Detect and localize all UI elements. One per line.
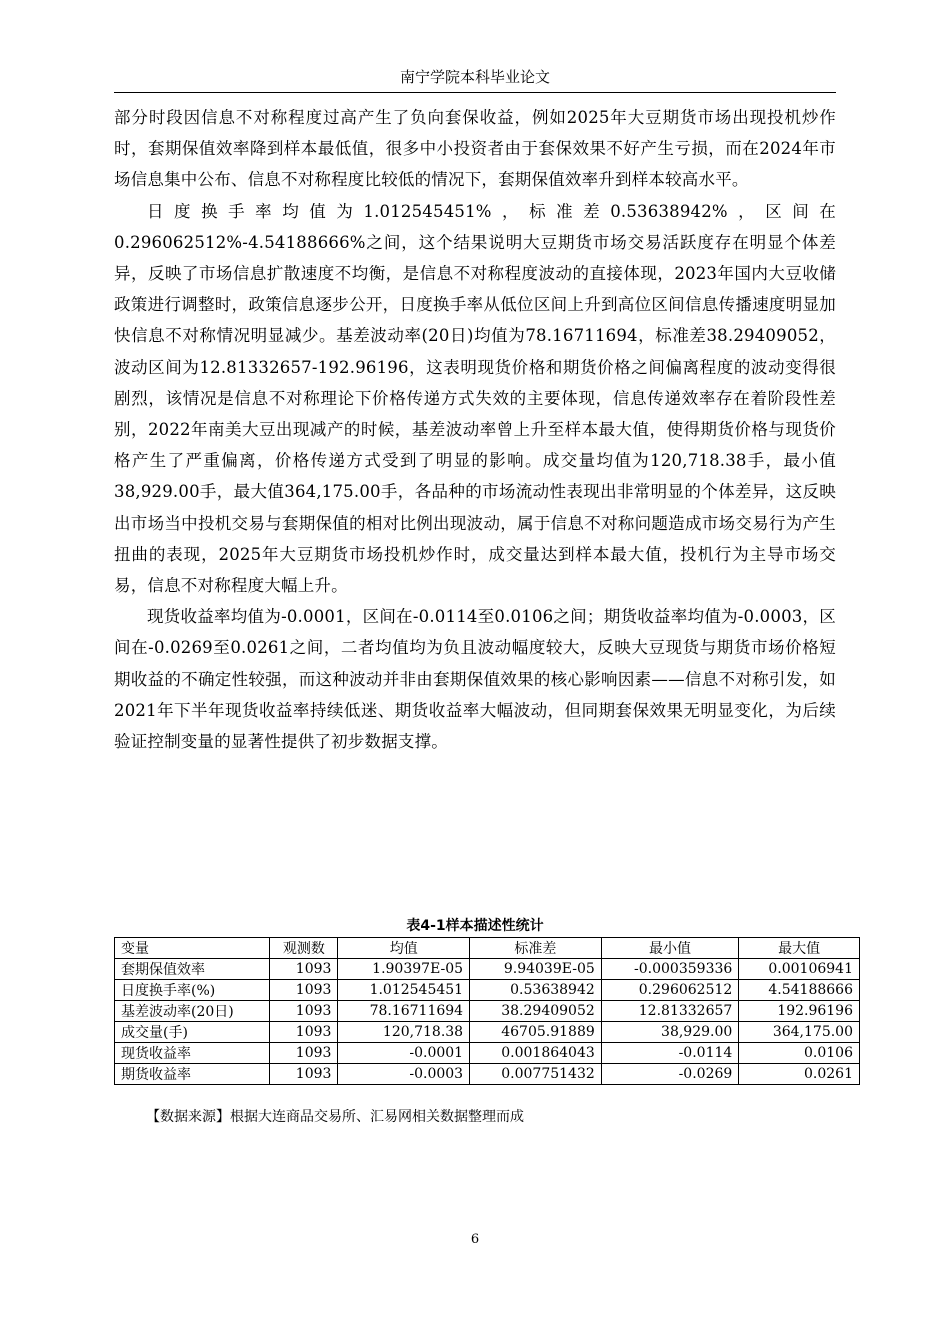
table-row — [115, 959, 860, 980]
header-mean: 均值 — [338, 938, 470, 959]
paragraph-2: 日度换手率均值为1.012545451%，标准差0.53638942%，区间在0.296062512%-4.54188666%之间，这个结果说明大豆期货市场交易活跃度存在明显个体差异，反映了市场信息扩散速度不均衡，是信息不对称程度波动的直接体现，2023年国内大豆收储政策进行调整时，政策信息逐步公开，日度换手率从低位区间上升到高位区间信息传播速度明显加快信息不对称情况明显减少。基差波动率(20日)均值为78.16711694，标准差38.29409052，波动区间为12.81332657-192.96196，这表明现货价格和期货价格之间偏离程度的波动变得很剧烈，该情况是信息不对称理论下价格传递方式失效的主要体现，信息传递效率存在着阶段性差别，2022年南美大豆出现减产的时候，基差波动率曾上升至样本最大值，使得期货价格与现货价格产生了严重偏离，价格传递方式受到了明显的影响。成交量均值为120,718.38手，最小值38,929.00手，最大值364,175.00手，各品种的市场流动性表现出非常明显的个体差异，这反映出市场当中投机交易与套期保值的相对比例出现波动，属于信息不对称问题造成市场交易行为产生扭曲的表现，2025年大豆期货市场投机炒作时，成交量达到样本最大值，投机行为主导市场交易，信息不对称程度大幅上升。 — [114, 201, 836, 596]
header-observations: 观测数 — [270, 938, 338, 959]
cell-max: 0.00106941 — [739, 959, 860, 980]
cell-max: 364,175.00 — [739, 1022, 860, 1043]
cell-variable: 现货收益率 — [115, 1043, 270, 1064]
table-row — [115, 1001, 860, 1022]
cell-mean: 120,718.38 — [338, 1022, 470, 1043]
cell-mean: 1.012545451 — [338, 980, 470, 1001]
data-source-note: 【数据来源】根据大连商品交易所、汇易网相关数据整理而成 — [146, 1109, 524, 1125]
cell-min: 12.81332657 — [601, 1001, 739, 1022]
cell-std: 46705.91889 — [470, 1022, 602, 1043]
body-text — [114, 102, 836, 757]
cell-std: 9.94039E-05 — [470, 959, 602, 980]
cell-min: -0.0114 — [601, 1043, 739, 1064]
cell-min: 38,929.00 — [601, 1022, 739, 1043]
paragraph-1: 部分时段因信息不对称程度过高产生了负向套保收益，例如2025年大豆期货市场出现投机炒作时，套期保值效率降到样本最低值，很多中小投资者由于套保效果不好产生亏损，而在2024年市场信息集中公布、信息不对称程度比较低的情况下，套期保值效率升到样本较高水平。 — [114, 108, 836, 190]
cell-variable: 成交量(手) — [115, 1022, 270, 1043]
cell-std: 0.001864043 — [470, 1043, 602, 1064]
cell-min: -0.000359336 — [601, 959, 739, 980]
cell-max: 0.0261 — [739, 1064, 860, 1085]
cell-max: 192.96196 — [739, 1001, 860, 1022]
cell-observations: 1093 — [270, 980, 338, 1001]
cell-std: 0.53638942 — [470, 980, 602, 1001]
page-header — [114, 62, 836, 93]
cell-mean: 1.90397E-05 — [338, 959, 470, 980]
cell-observations: 1093 — [270, 1022, 338, 1043]
cell-mean: 78.16711694 — [338, 1001, 470, 1022]
table-row — [115, 980, 860, 1001]
cell-variable: 期货收益率 — [115, 1064, 270, 1085]
header-max: 最大值 — [739, 938, 860, 959]
cell-max: 0.0106 — [739, 1043, 860, 1064]
cell-mean: -0.0003 — [338, 1064, 470, 1085]
cell-mean: -0.0001 — [338, 1043, 470, 1064]
cell-min: -0.0269 — [601, 1064, 739, 1085]
cell-variable: 日度换手率(%) — [115, 980, 270, 1001]
paragraph-3: 现货收益率均值为-0.0001，区间在-0.0114至0.0106之间；期货收益率均值为-0.0003，区间在-0.0269至0.0261之间，二者均值均为负且波动幅度较大，反映大豆现货与期货市场价格短期收益的不确定性较强，而这种波动并非由套期保值效果的核心影响因素——信息不对称引发，如2021年下半年现货收益率持续低迷、期货收益率大幅波动，但同期套保效果无明显变化，为后续验证控制变量的显著性提供了初步数据支撑。 — [114, 607, 836, 752]
cell-observations: 1093 — [270, 1043, 338, 1064]
table-row — [115, 1043, 860, 1064]
header-std: 标准差 — [470, 938, 602, 959]
cell-observations: 1093 — [270, 1001, 338, 1022]
cell-observations: 1093 — [270, 959, 338, 980]
page-number: 6 — [470, 1232, 480, 1247]
table-header-row — [115, 938, 860, 959]
cell-std: 38.29409052 — [470, 1001, 602, 1022]
table-title: 表4-1样本描述性统计 — [406, 918, 544, 934]
cell-variable: 基差波动率(20日) — [115, 1001, 270, 1022]
descriptive-stats-table — [114, 937, 860, 1085]
cell-max: 4.54188666 — [739, 980, 860, 1001]
cell-observations: 1093 — [270, 1064, 338, 1085]
table-row — [115, 1064, 860, 1085]
header-min: 最小值 — [601, 938, 739, 959]
cell-min: 0.296062512 — [601, 980, 739, 1001]
header-variable: 变量 — [115, 938, 270, 959]
cell-std: 0.007751432 — [470, 1064, 602, 1085]
table-row — [115, 1022, 860, 1043]
header-title: 南宁学院本科毕业论文 — [399, 68, 550, 86]
cell-variable: 套期保值效率 — [115, 959, 270, 980]
